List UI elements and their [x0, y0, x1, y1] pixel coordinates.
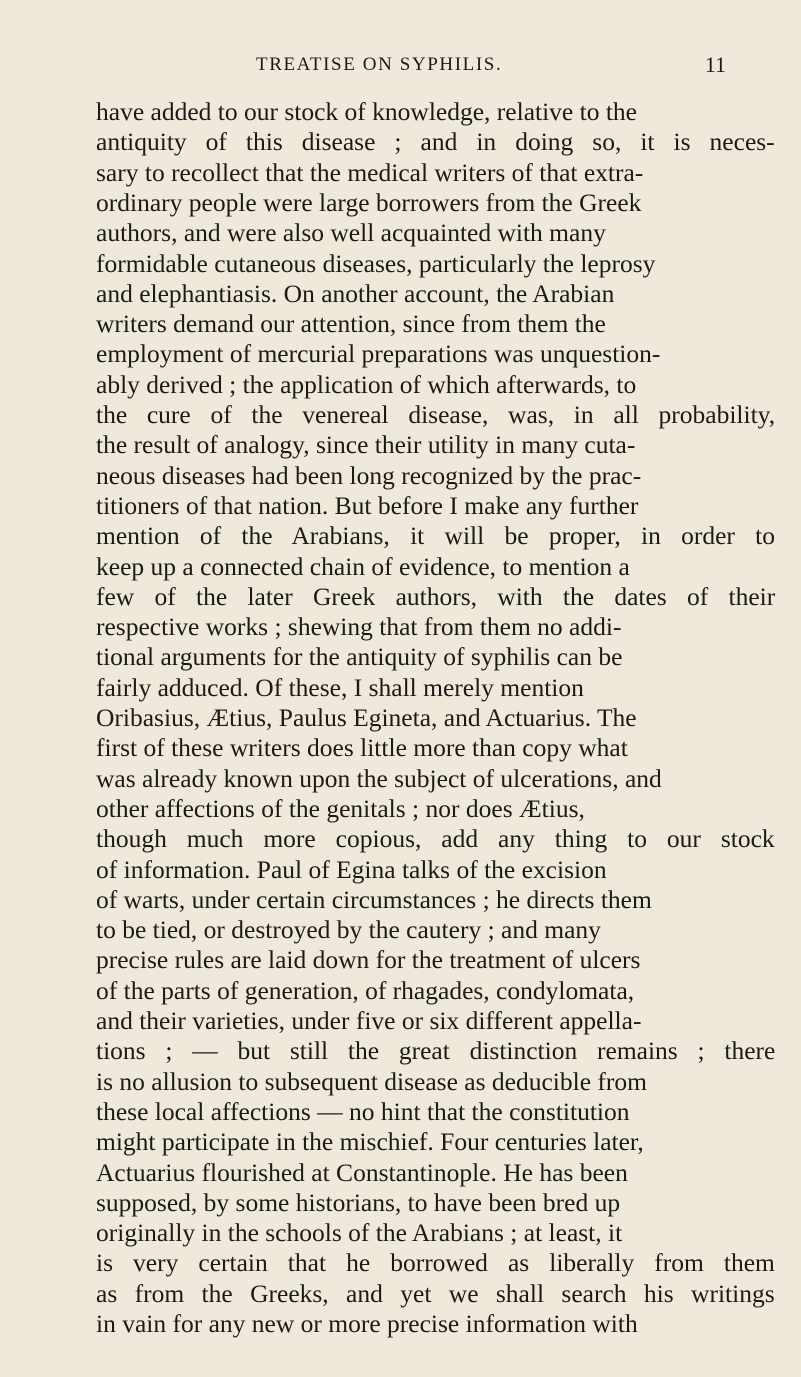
text-line: of the parts of generation, of rhagades, condylomata, — [96, 975, 635, 1005]
running-head — [256, 54, 726, 80]
text-line: ordinary people were large borrowers from the Greek — [96, 187, 642, 217]
text-line: supposed, by some historians, to have been bred up — [96, 1187, 621, 1217]
text-line: originally in the schools of the Arabians ; at least, it — [96, 1218, 623, 1248]
text-line: Oribasius, Ætius, Paulus Egineta, and Actuarius. The — [96, 703, 637, 732]
text-line: of information. Paul of Egina talks of the excision — [96, 854, 607, 884]
text-line: might participate in the mischief. Four centuries later, — [96, 1127, 644, 1157]
text-line: and their varieties, under five or six different appella- — [96, 1006, 642, 1035]
text-line: these local affections — no hint that the constitution — [96, 1096, 630, 1126]
text-line: mention of the Arabians, it will be proper, in order to — [96, 521, 776, 551]
text-line: other affections of the genitals ; nor does Ætius, — [96, 793, 585, 823]
text-line: to be tied, or destroyed by the cautery ; and many — [96, 915, 601, 945]
text-line: writers demand our attention, since from them the — [96, 309, 606, 339]
text-line: was already known upon the subject of ulcerations, and — [96, 763, 662, 793]
text-line: the cure of the venereal disease, was, in all probability, — [96, 400, 776, 429]
text-line: tions ; — but still the great distinction remains ; there — [96, 1036, 776, 1066]
text-line: titioners of that nation. But before I make any further — [96, 490, 639, 520]
text-line: in vain for any new or more precise information with — [96, 1309, 638, 1338]
text-line: of warts, under certain circumstances ; he directs them — [96, 884, 652, 914]
text-line: tional arguments for the antiquity of syphilis can be — [96, 642, 623, 672]
page-number: 11 — [704, 52, 726, 77]
text-line: ably derived ; the application of which afterwards, to — [96, 369, 637, 399]
text-line: fairly adduced. Of these, I shall merely mention — [96, 672, 584, 702]
text-line: though much more copious, add any thing to our stock — [96, 824, 775, 854]
text-line: have added to our stock of knowledge, relative to the — [96, 97, 637, 126]
text-line: and elephantiasis. On another account, the Arabian — [96, 278, 615, 308]
text-line: employment of mercurial preparations was unquestion- — [96, 339, 661, 369]
text-line: the result of analogy, since their utility in many cuta- — [96, 430, 636, 460]
text-line: authors, and were also well acquainted with many — [96, 218, 606, 248]
text-line: precise rules are laid down for the treatment of ulcers — [96, 945, 641, 975]
text-line: as from the Greeks, and yet we shall search his writings — [96, 1278, 775, 1308]
running-title: TREATISE ON SYPHILIS. — [256, 54, 503, 75]
text-line: respective works ; shewing that from them no addi- — [96, 612, 622, 642]
text-line: first of these writers does little more than copy what — [96, 733, 628, 763]
text-line: formidable cutaneous diseases, particularly the leprosy — [96, 248, 656, 278]
text-line: is very certain that he borrowed as liberally from them — [96, 1248, 775, 1278]
text-line: sary to recollect that the medical writers of that extra- — [96, 157, 644, 187]
text-line: keep up a connected chain of evidence, to mention a — [96, 551, 630, 581]
text-line: Actuarius flourished at Constantinople. He has been — [96, 1157, 628, 1187]
text-line: neous diseases had been long recognized by the prac- — [96, 460, 642, 490]
text-line: is no allusion to subsequent disease as deducible from — [96, 1066, 647, 1096]
text-line: antiquity of this disease ; and in doing so, it is neces- — [96, 127, 775, 157]
text-line: few of the later Greek authors, with the dates of their — [96, 581, 776, 611]
